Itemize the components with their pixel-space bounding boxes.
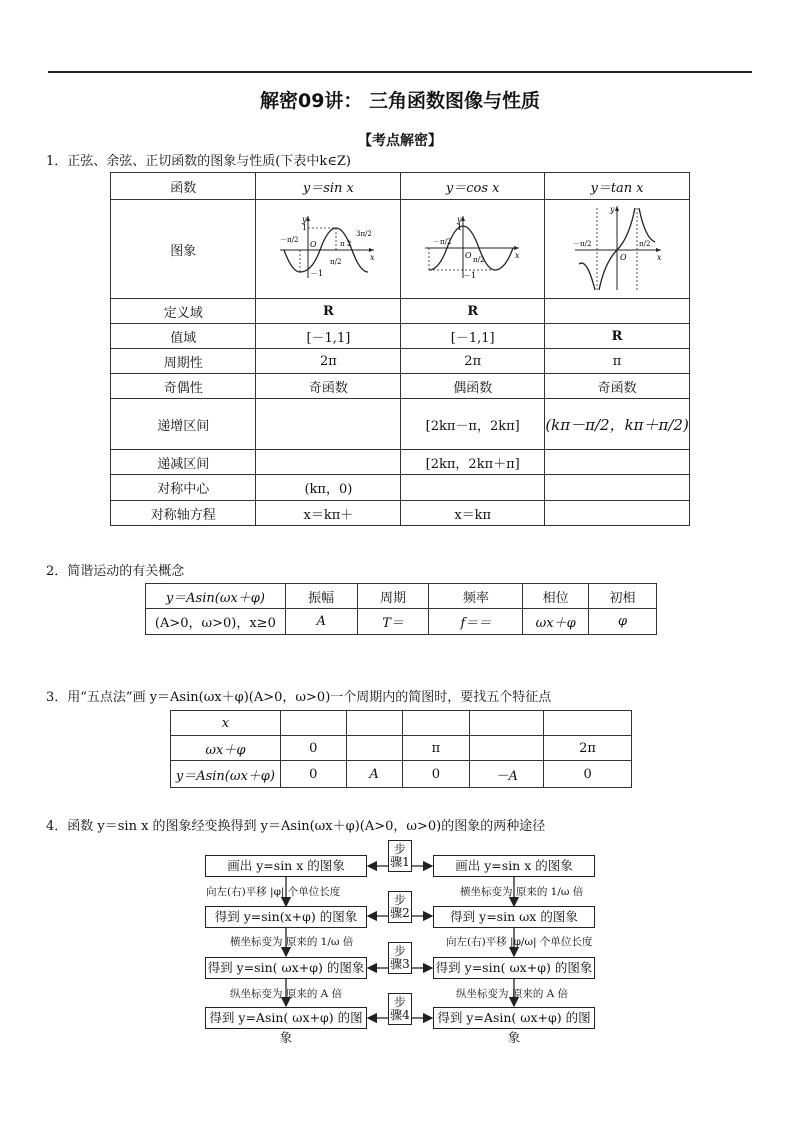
right-arrow-label-1: 横坐标变为 原来的 1/ω 倍 [460, 886, 584, 898]
left-step4-box: 得到 y=Asin( ωx+φ) 的图象 [205, 1007, 367, 1029]
tan-pi-half-label: π/2 [639, 240, 651, 248]
shm-frequency-value: f＝＝ [429, 609, 523, 635]
step-2-label: 步骤2 [388, 891, 412, 923]
five-point-x-label: x [171, 711, 281, 736]
col-header-tan: y＝tan x [545, 173, 690, 200]
cos-neg-one-label: －1 [462, 271, 476, 280]
cos-increasing: [2kπ－π，2kπ] [401, 399, 545, 450]
left-arrow-label-1: 向左(右)平移 |φ| 个单位长度 [206, 886, 341, 898]
sin-center: (kπ，0) [256, 475, 401, 501]
sin-y-label: y [302, 215, 307, 224]
five-point-cell: 0 [544, 761, 632, 788]
sin-pi-half-label: π/2 [330, 258, 342, 266]
shm-initial-phase-label: 初相 [589, 584, 657, 609]
step-1-label: 步骤1 [388, 840, 412, 872]
cos-pi-half-label: π/2 [472, 256, 485, 264]
cos-neg-pi-half-label: －π/2 [432, 238, 452, 246]
step-4-label: 步骤4 [388, 993, 412, 1025]
row-label-axis: 对称轴方程 [111, 501, 256, 526]
left-arrow-label-2: 横坐标变为 原来的 1/ω 倍 [230, 936, 354, 948]
sin-period: 2π [256, 349, 401, 374]
cos-y-label: y [456, 215, 462, 224]
cos-origin-label: O [464, 251, 472, 260]
section-subtitle: 【考点解密】 [358, 133, 442, 149]
cos-domain: R [401, 299, 545, 324]
left-arrow-label-3: 纵坐标变为 原来的 A 倍 [230, 988, 343, 1000]
five-point-cell: 2π [544, 736, 632, 761]
right-step3-box: 得到 y=sin( ωx+φ) 的图象 [433, 957, 595, 979]
tan-x-label: x [657, 253, 662, 262]
col-header-sin: y＝sin x [256, 173, 401, 200]
sin-x-label: x [370, 253, 375, 262]
shm-amplitude-value: A [285, 609, 357, 635]
right-arrow-label-3: 纵坐标变为 原来的 A 倍 [456, 988, 569, 1000]
sin-origin-label: O [310, 240, 317, 249]
page-title: 解密09讲： 三角函数图像与性质 [259, 90, 541, 112]
tan-period: π [545, 349, 690, 374]
row-label-increasing: 递增区间 [111, 399, 256, 450]
section2-heading: 2．简谐运动的有关概念 [46, 564, 185, 579]
shm-amplitude-label: 振幅 [285, 584, 357, 609]
five-point-cell: π [402, 736, 470, 761]
five-point-cell: 0 [280, 761, 346, 788]
tan-parity: 奇函数 [545, 374, 690, 399]
tan-range: R [545, 324, 690, 349]
right-step2-box: 得到 y=sin ωx 的图象 [433, 906, 595, 928]
sin-three-pi-half-label: 3π/2 [356, 230, 373, 238]
row-label-parity: 奇偶性 [111, 374, 256, 399]
cos-range: [－1,1] [401, 324, 545, 349]
shm-phase-value: ωx＋φ [523, 609, 589, 635]
sin-neg-pi-half-label: －π/2 [280, 236, 299, 244]
sin-neg-one-label: －1 [310, 269, 324, 278]
shm-period-label: 周期 [357, 584, 429, 609]
step-3-label: 步骤3 [388, 942, 412, 974]
col-header-cos: y＝cos x [401, 173, 545, 200]
row-label-range: 值域 [111, 324, 256, 349]
sin-parity: 奇函数 [256, 374, 401, 399]
shm-period-value: T＝ [357, 609, 429, 635]
right-step1-box: 画出 y=sin x 的图象 [433, 855, 595, 877]
sin-range: [－1,1] [256, 324, 401, 349]
section3-heading: 3．用“五点法”画 y＝Asin(ωx＋φ)(A>0，ω>0)一个周期内的简图时，要找五个特征点 [46, 690, 552, 705]
sin-one-label: 1 [302, 223, 308, 232]
shm-formula: y＝Asin(ωx＋φ) [146, 584, 286, 609]
tan-origin-label: O [620, 253, 627, 262]
cos-decreasing: [2kπ，2kπ＋π] [401, 450, 545, 475]
row-label-decreasing: 递减区间 [111, 450, 256, 475]
left-step1-box: 画出 y=sin x 的图象 [205, 855, 367, 877]
row-label-center: 对称中心 [111, 475, 256, 501]
five-point-phase-label: ωx＋φ [171, 736, 281, 761]
right-arrow-label-2: 向左(右)平移 |φ/ω| 个单位长度 [446, 936, 593, 948]
tan-neg-pi-half-label: －π/2 [573, 240, 592, 248]
row-label-period: 周期性 [111, 349, 256, 374]
tan-y-label: y [610, 205, 615, 214]
cos-one-label: 1 [456, 223, 462, 232]
left-step2-box: 得到 y=sin(x+φ) 的图象 [205, 906, 367, 928]
five-point-y-label: y＝Asin(ωx＋φ) [171, 761, 281, 788]
sin-axis: x＝kπ＋ [256, 501, 401, 526]
cos-parity: 偶函数 [401, 374, 545, 399]
shm-phase-label: 相位 [523, 584, 589, 609]
section1-heading: 1．正弦、余弦、正切函数的图象与性质(下表中k∈Z) [46, 154, 351, 169]
cos-axis: x＝kπ [401, 501, 545, 526]
col-header-function: 函数 [111, 173, 256, 200]
right-step4-box: 得到 y=Asin( ωx+φ) 的图象 [433, 1007, 595, 1029]
section4-heading: 4．函数 y＝sin x 的图象经变换得到 y＝Asin(ωx＋φ)(A>0，ω>0)的图象的两种途径 [46, 819, 546, 834]
shm-frequency-label: 频率 [429, 584, 523, 609]
tan-increasing: (kπ－π/2，kπ＋π/2) [545, 399, 690, 450]
cos-x-label: x [514, 251, 520, 260]
five-point-cell: 0 [280, 736, 346, 761]
sin-domain: R [256, 299, 401, 324]
row-label-domain: 定义域 [111, 299, 256, 324]
left-step3-box: 得到 y=sin( ωx+φ) 的图象 [205, 957, 367, 979]
shm-initial-phase-value: φ [589, 609, 657, 635]
shm-condition: (A>0，ω>0)，x≥0 [146, 609, 286, 635]
row-label-graph: 图象 [111, 200, 256, 299]
cos-period: 2π [401, 349, 545, 374]
sin-pi-2pi-label: π 2 [340, 240, 352, 248]
five-point-cell: A [346, 761, 402, 788]
five-point-cell: 0 [402, 761, 470, 788]
five-point-cell: －A [470, 761, 544, 788]
